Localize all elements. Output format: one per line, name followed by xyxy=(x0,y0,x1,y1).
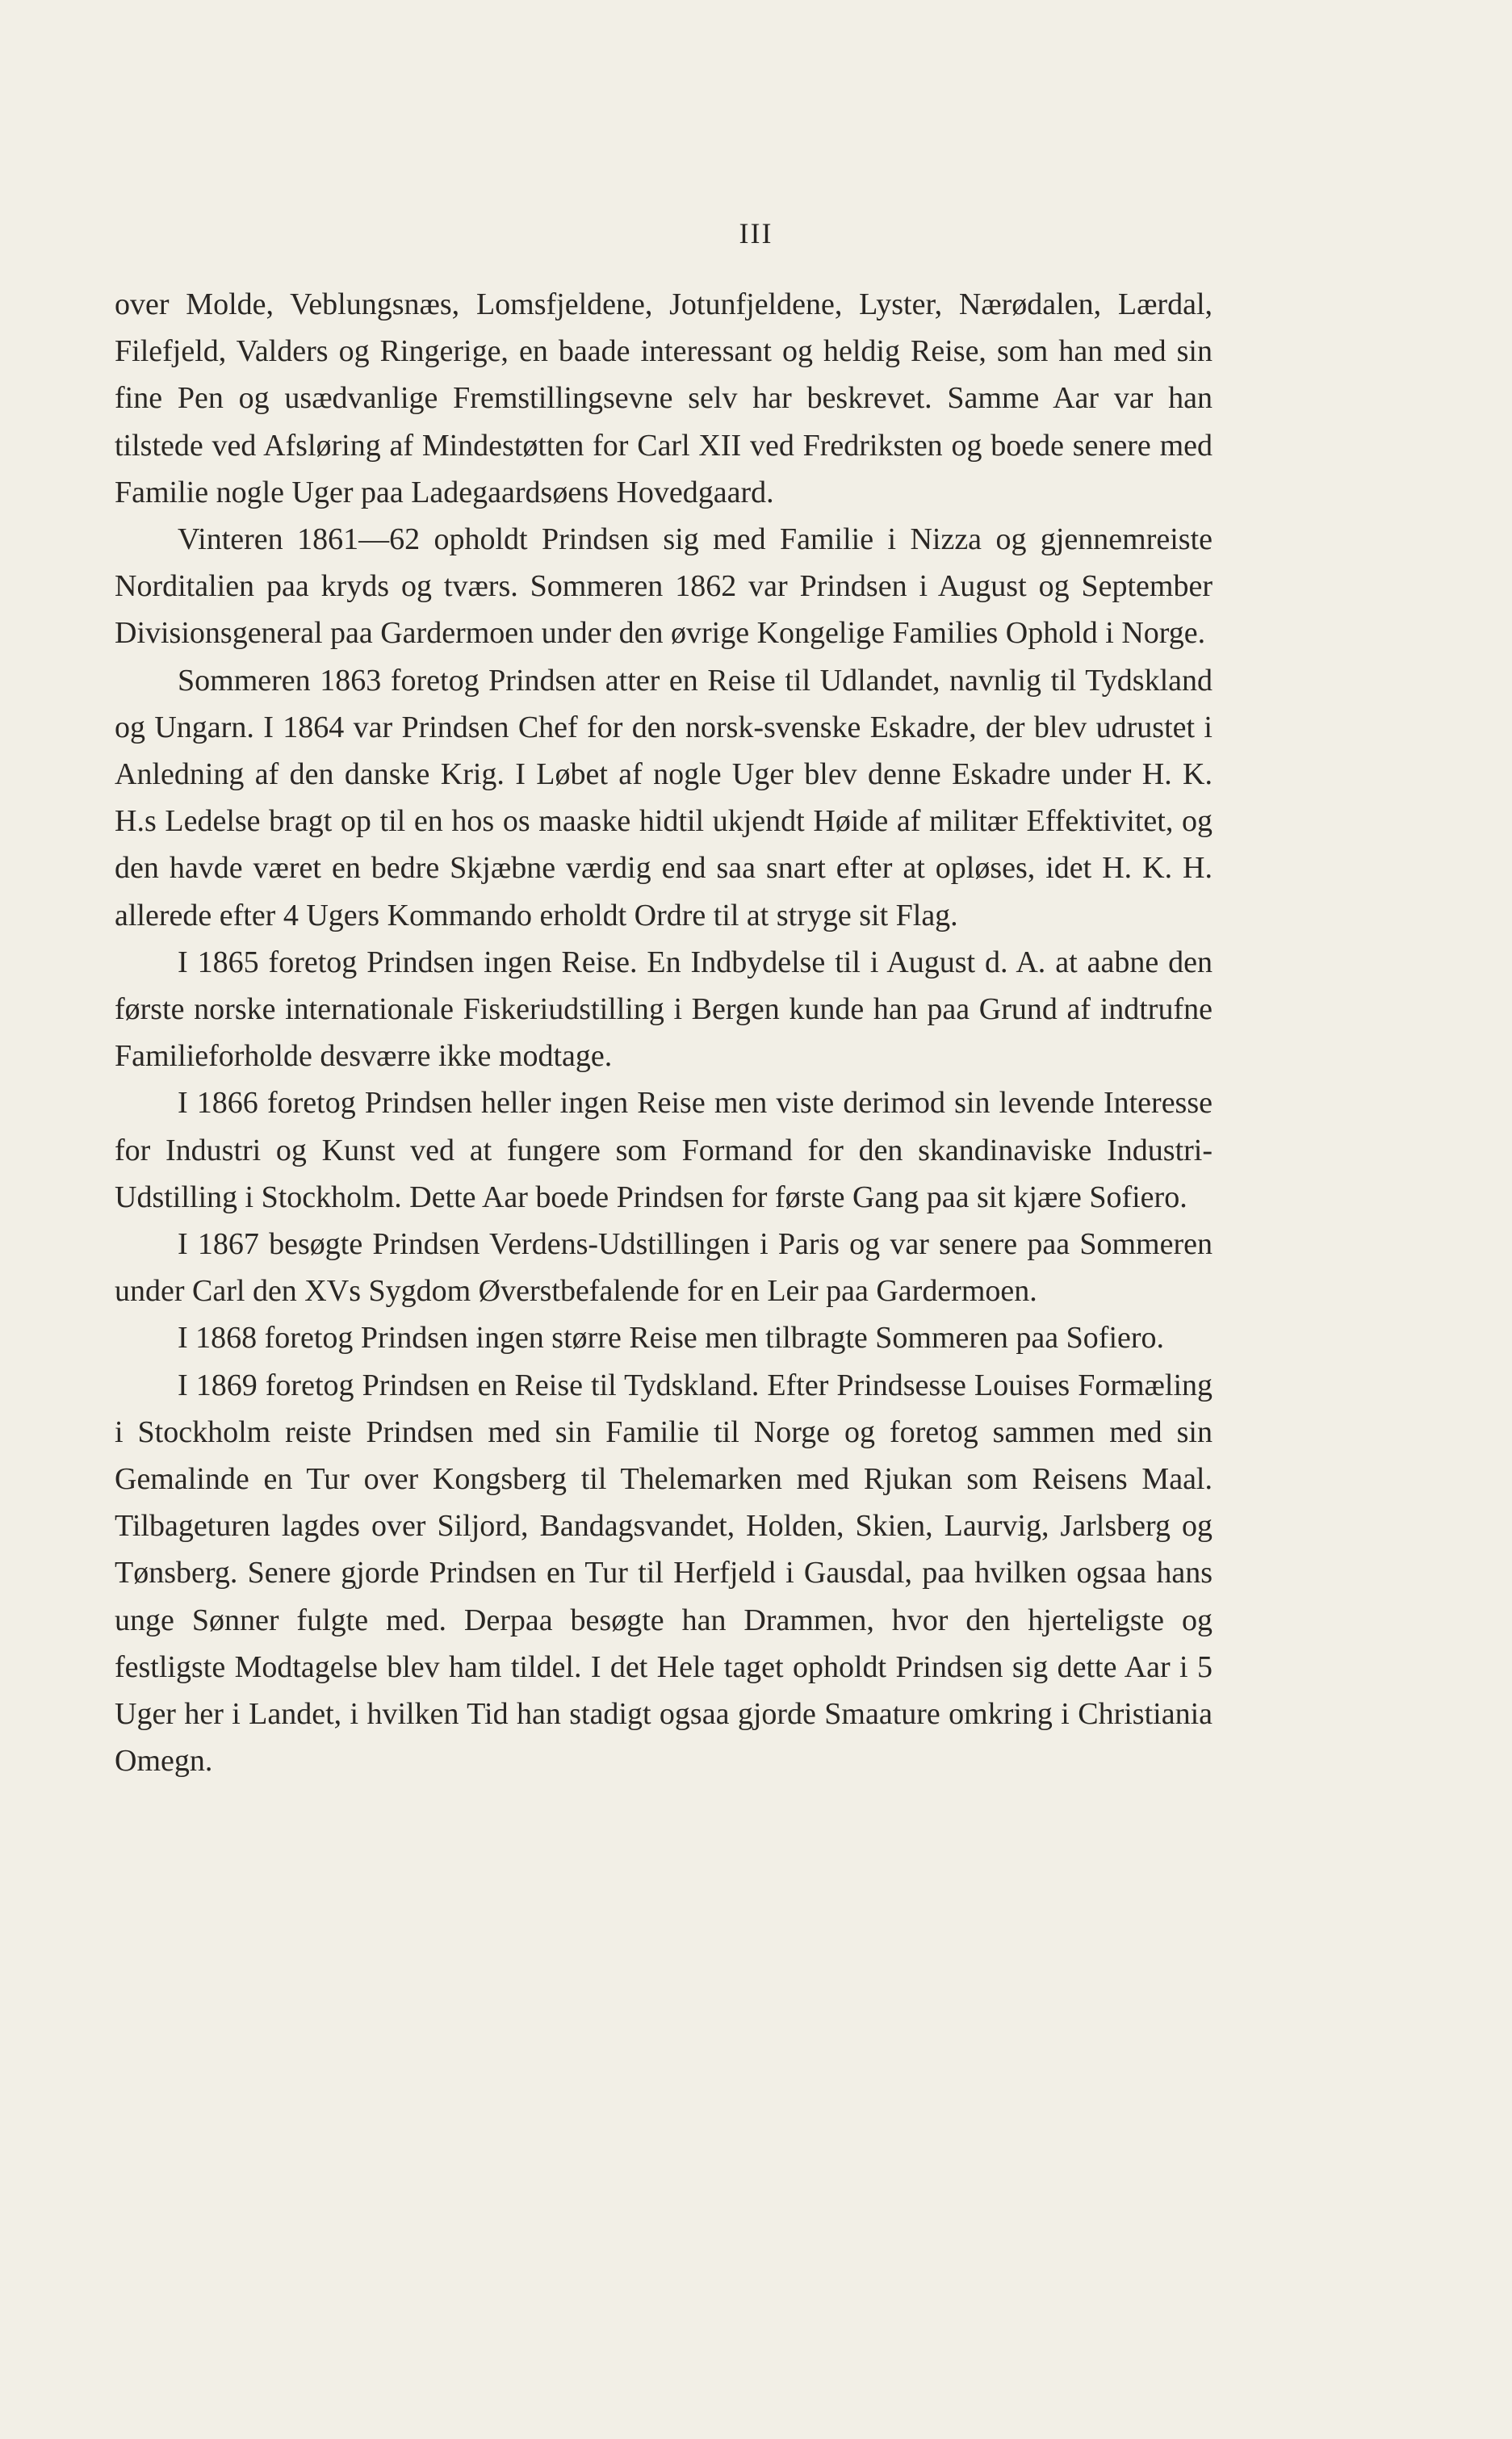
paragraph-1: over Molde, Veblungsnæs, Lomsfjeldene, Jotunfjeldene, Lyster, Nærødalen, Lærdal, Filefjeld, Valders og Ringerige, en baade interessant og heldig Reise, som han med sin fine Pen og usædvanlige Fremstillingsevne selv har beskrevet. Samme Aar var han tilstede ved Afsløring af Mindestøtten for Carl XII ved Fredriksten og boede senere med Familie nogle Uger paa Ladegaardsøens Hovedgaard. xyxy=(115,287,1213,509)
paragraph-2: Vinteren 1861—62 opholdt Prindsen sig med Familie i Nizza og gjennemreiste Norditalien paa kryds og tværs. Sommeren 1862 var Prindsen i August og September Divisionsgeneral paa Gardermoen under den øvrige Kongelige Families Ophold i Norge. xyxy=(115,522,1213,651)
body-text xyxy=(115,281,1213,1785)
paragraph-4: I 1865 foretog Prindsen ingen Reise. En Indbydelse til i August d. A. at aabne den første norske internationale Fiskeriudstilling i Bergen kunde han paa Grund af indtrufne Familieforholde desværre ikke modtage. xyxy=(115,945,1213,1074)
paragraph-7: I 1868 foretog Prindsen ingen større Reise men tilbragte Sommeren paa Sofiero. xyxy=(178,1321,1165,1356)
paragraph-6: I 1867 besøgte Prindsen Verdens-Udstillingen i Paris og var senere paa Sommeren under Carl den XVs Sygdom Øverstbefalende for en Leir paa Gardermoen. xyxy=(115,1227,1213,1309)
page-number: III xyxy=(739,217,773,249)
paragraph-3: Sommeren 1863 foretog Prindsen atter en Reise til Udlandet, navnlig til Tydskland og Ungarn. I 1864 var Prindsen Chef for den norsk-svenske Eskadre, der blev udrustet i Anledning af den danske Krig. I Løbet af nogle Uger blev denne Eskadre under H. K. H.s Ledelse bragt op til en hos os maaske hidtil ukjendt Høide af militær Effektivitet, og den havde været en bedre Skjæbne værdig end saa snart efter at opløses, idet H. K. H. allerede efter 4 Ugers Kommando erholdt Ordre til at stryge sit Flag. xyxy=(115,663,1213,932)
paragraph-5: I 1866 foretog Prindsen heller ingen Reise men viste derimod sin levende Interesse for Industri og Kunst ved at fungere som Formand for den skandinaviske Industri-Udstilling i Stockholm. Dette Aar boede Prindsen for første Gang paa sit kjære Sofiero. xyxy=(115,1086,1213,1214)
paragraph-8: I 1869 foretog Prindsen en Reise til Tydskland. Efter Prindsesse Louises Formæling i Stockholm reiste Prindsen med sin Familie til Norge og foretog sammen med sin Gemalinde en Tur over Kongsberg til Thelemarken med Rjukan som Reisens Maal. Tilbageturen lagdes over Siljord, Bandagsvandet, Holden, Skien, Laurvig, Jarlsberg og Tønsberg. Senere gjorde Prindsen en Tur til Herfjeld i Gausdal, paa hvilken ogsaa hans unge Sønner fulgte med. Derpaa besøgte han Drammen, hvor den hjerteligste og festligste Modtagelse blev ham tildel. I det Hele taget opholdt Prindsen sig dette Aar i 5 Uger her i Landet, i hvilken Tid han stadigt ogsaa gjorde Smaature omkring i Christiania Omegn. xyxy=(115,1368,1213,1779)
